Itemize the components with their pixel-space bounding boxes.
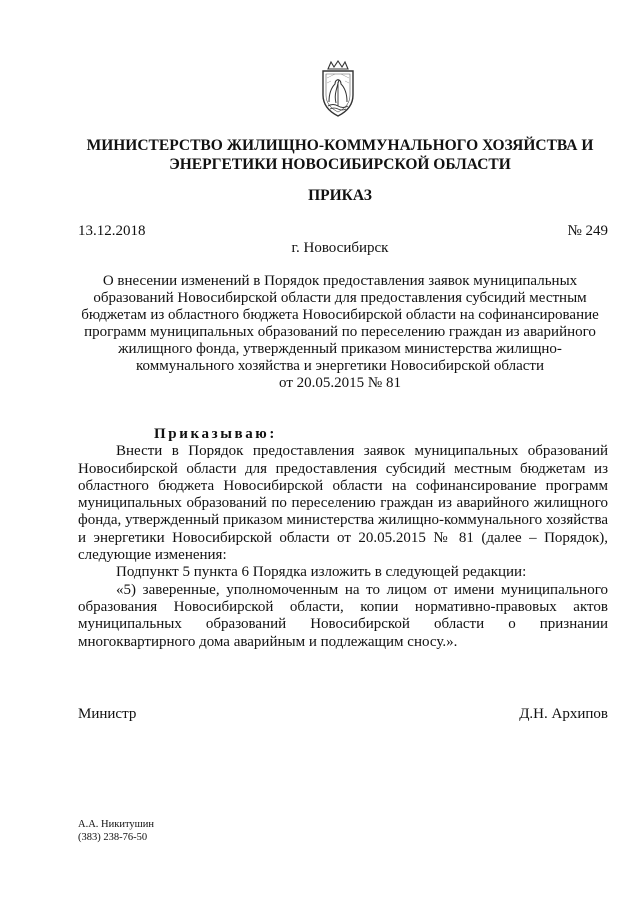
subject-line: образований Новосибирской области для предоставления субсидий местным [93, 290, 587, 306]
subject-line: жилищного фонда, утвержденный приказом министерства жилищно- [118, 341, 562, 357]
subject-line: бюджетам из областного бюджета Новосибирской области на софинансирование [81, 307, 599, 323]
subject-line: коммунального хозяйства и энергетики Новосибирской области [135, 358, 544, 374]
orders-word: Приказываю: [154, 426, 277, 442]
document-subject [60, 273, 620, 392]
coat-of-arms-icon [314, 60, 362, 120]
document-city: г. Новосибирск [291, 240, 389, 256]
document-type: ПРИКАЗ [308, 187, 372, 204]
document-date: 13.12.2018 [78, 223, 146, 239]
subject-line: от 20.05.2015 № 81 [279, 375, 401, 391]
body-paragraph-2: Подпункт 5 пункта 6 Порядка изложить в следующей редакции: [116, 564, 527, 581]
document-body [78, 426, 608, 651]
signatory-title: Министр [78, 706, 137, 722]
subject-line: О внесении изменений в Порядок предоставления заявок муниципальных [102, 273, 578, 289]
subject-line: программ муниципальных образований по переселению граждан из аварийного [84, 324, 596, 340]
executor-name: А.А. Никитушин [78, 819, 154, 830]
body-paragraph-1: Внести в Порядок предоставления заявок муниципальных образований Новосибирской области для предоставления субсидий местным бюджетам из областного бюджета Новосибирской области на софинансирование программ муниципальных образований по переселению граждан из аварийного жилищного фонда, утвержденный приказом министерства жилищно-коммунального хозяйства и энергетики Новосибирской области от 20.05.2015 № 81 (далее – Порядок), следующие изменения: [78, 443, 608, 564]
ministry-name-line-2: ЭНЕРГЕТИКИ НОВОСИБИРСКОЙ ОБЛАСТИ [169, 156, 511, 173]
ministry-name [60, 136, 620, 174]
executor-phone: (383) 238-76-50 [78, 832, 148, 843]
ministry-name-line-1: МИНИСТЕРСТВО ЖИЛИЩНО-КОММУНАЛЬНОГО ХОЗЯЙСТВА И [86, 137, 594, 154]
signatory-name: Д.Н. Архипов [519, 706, 608, 722]
body-paragraph-3: «5) заверенные, уполномоченным на то лицом от имени муниципального образования Новосибирской области, копии нормативно-правовых актов муниципальных образований Новосибирской области о признании многоквартирного дома аварийным и подлежащим сносу.». [78, 581, 608, 650]
document-number: № 249 [567, 223, 608, 239]
executor-info [78, 818, 154, 844]
